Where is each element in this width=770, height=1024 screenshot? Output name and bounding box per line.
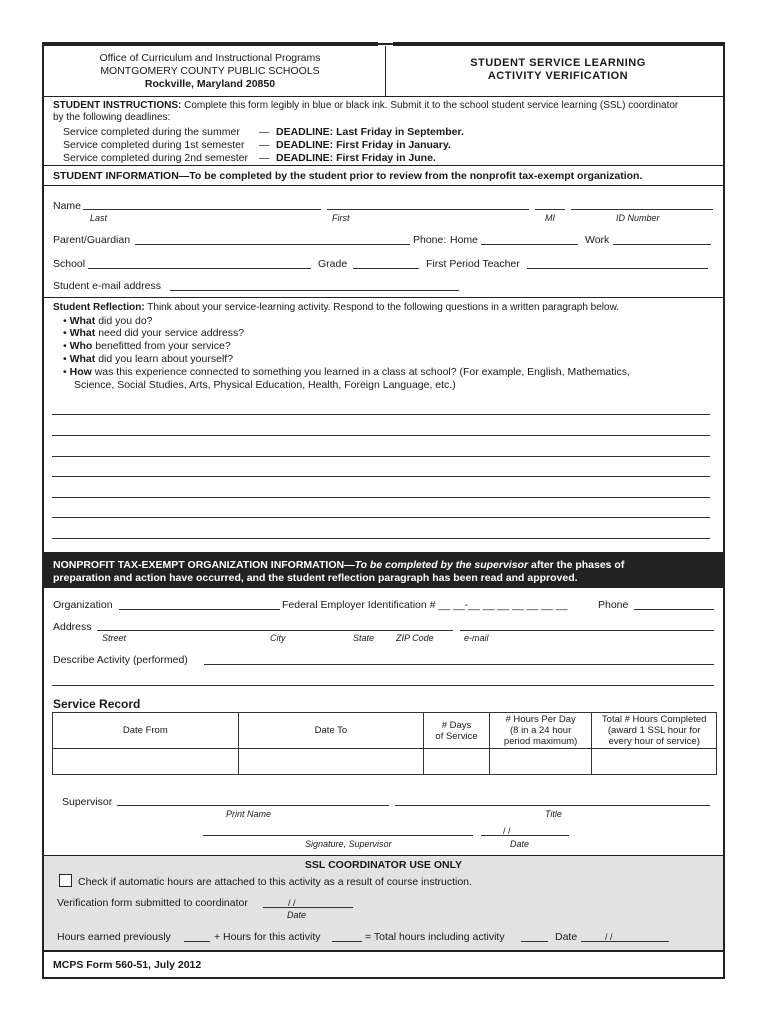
col-date-to: Date To [238, 713, 424, 749]
address-field[interactable] [97, 630, 453, 631]
id-number-field[interactable] [571, 209, 713, 210]
org-phone-field[interactable] [634, 609, 714, 610]
describe-field-2[interactable] [52, 685, 714, 686]
org-phone-label: Phone [598, 599, 629, 611]
email-field[interactable] [170, 290, 459, 291]
verification-date-field[interactable] [263, 907, 353, 908]
work-label: Work [585, 234, 610, 246]
verification-label: Verification form submitted to coordinator [57, 897, 248, 909]
reflection-line[interactable] [52, 435, 710, 436]
deadline-text: DEADLINE: Last Friday in September. [276, 126, 464, 138]
divider [44, 297, 723, 298]
deadline-period: Service completed during 1st semester [63, 139, 245, 151]
school-field[interactable] [88, 268, 311, 269]
deadline-dash: — [259, 126, 270, 138]
home-phone-field[interactable] [481, 244, 578, 245]
divider [44, 185, 723, 186]
district-address: Rockville, Maryland 20850 [144, 78, 276, 90]
date-to-cell[interactable] [238, 749, 424, 775]
reflection-bullet-cont: Science, Social Studies, Arts, Physical Education, Health, Foreign Language, etc.) [74, 379, 456, 391]
parent-label: Parent/Guardian [53, 234, 131, 246]
parent-field[interactable] [135, 244, 410, 245]
reflection-bullet: • How was this experience connected to something you learned in a class at school? (For example, English, Mathematics, [63, 366, 630, 378]
deadline-period: Service completed during 2nd semester [63, 152, 249, 164]
organization-field[interactable] [119, 609, 280, 610]
nonprofit-heading-line2: preparation and action have occurred, and the student reflection paragraph has been read and approved. [53, 572, 578, 584]
fein-label[interactable]: Federal Employer Identification # __ __-__ __ __ __ __ __ __ [282, 599, 568, 611]
signature-caption: Signature, Supervisor [305, 839, 392, 849]
col-date-from: Date From [53, 713, 239, 749]
first-caption: First [332, 213, 350, 223]
service-record-table [52, 712, 717, 775]
mi-caption: MI [545, 213, 555, 223]
form-number: MCPS Form 560-51, July 2012 [53, 959, 202, 971]
deadline-dash: — [259, 139, 270, 151]
deadline-text: DEADLINE: First Friday in January. [276, 139, 451, 151]
supervisor-title-field[interactable] [395, 805, 710, 806]
total-hours-cell[interactable] [592, 749, 717, 775]
header-divider [385, 46, 386, 96]
last-name-field[interactable] [83, 209, 321, 210]
signature-date-slashes: / / [503, 826, 511, 836]
total-hours-label: = Total hours including activity [365, 931, 505, 943]
col-total-hours: Total # Hours Completed (award 1 SSL hour for every hour of service) [592, 713, 717, 749]
header-rule-left [42, 42, 378, 46]
city-caption: City [270, 633, 286, 643]
describe-field[interactable] [204, 664, 714, 665]
student-info-heading: STUDENT INFORMATION—To be completed by the student prior to review from the nonprofit tax-exempt organization. [53, 170, 643, 182]
reflection-bullet: • What need did your service address? [63, 327, 245, 339]
signature-date-caption: Date [510, 839, 530, 849]
reflection-intro [53, 302, 619, 314]
work-phone-field[interactable] [613, 244, 711, 245]
reflection-bullet: • Who benefitted from your service? [63, 340, 231, 352]
verification-date-caption: Date [287, 910, 307, 920]
hours-activity-field[interactable] [332, 941, 362, 942]
zip-caption: ZIP Code [396, 633, 434, 643]
id-number-caption: ID Number [616, 213, 660, 223]
automatic-hours-checkbox[interactable] [59, 874, 72, 887]
signature-field[interactable] [203, 835, 473, 836]
service-record-title: Service Record [53, 697, 141, 711]
coordinator-date-label: Date [555, 931, 578, 943]
coordinator-heading: SSL COORDINATOR USE ONLY [304, 859, 463, 871]
last-caption: Last [90, 213, 108, 223]
school-label: School [53, 258, 86, 270]
street-caption: Street [102, 633, 127, 643]
divider [44, 96, 723, 97]
first-name-field[interactable] [327, 209, 529, 210]
name-label: Name [53, 200, 82, 212]
deadline-dash: — [259, 152, 270, 164]
mi-field[interactable] [535, 209, 565, 210]
org-email-field[interactable] [460, 630, 714, 631]
reflection-line[interactable] [52, 456, 710, 457]
phone-label: Phone: [413, 234, 447, 246]
reflection-line[interactable] [52, 414, 710, 415]
reflection-line[interactable] [52, 538, 710, 539]
hours-per-day-cell[interactable] [489, 749, 592, 775]
supervisor-name-field[interactable] [117, 805, 389, 806]
grade-field[interactable] [353, 268, 419, 269]
instructions-text: Complete this form legibly in blue or black ink. Submit it to the school student service learning (SSL) coordinator [184, 100, 679, 111]
email-caption: e-mail [464, 633, 489, 643]
verification-date-slashes: / / [288, 898, 296, 908]
date-from-cell[interactable] [53, 749, 239, 775]
form-title: STUDENT SERVICE LEARNING [470, 57, 646, 69]
instructions-line2: by the following deadlines: [53, 112, 171, 123]
office-name: Office of Curriculum and Instructional Programs [99, 52, 321, 64]
reflection-line[interactable] [52, 476, 710, 477]
nonprofit-heading: NONPROFIT TAX-EXEMPT ORGANIZATION INFORMATION—To be completed by the supervisor after the phases of [53, 559, 625, 571]
print-name-caption: Print Name [226, 809, 272, 819]
first-period-field[interactable] [527, 268, 708, 269]
form-subtitle: ACTIVITY VERIFICATION [487, 70, 629, 82]
reflection-bullet: • What did you do? [63, 315, 153, 327]
describe-label: Describe Activity (performed) [53, 654, 188, 666]
organization-label: Organization [53, 599, 113, 611]
supervisor-label: Supervisor [62, 796, 113, 808]
hours-activity-label: + Hours for this activity [214, 931, 321, 943]
district-name: MONTGOMERY COUNTY PUBLIC SCHOOLS [100, 65, 320, 77]
address-label: Address [53, 621, 92, 633]
days-cell[interactable] [424, 749, 490, 775]
col-days: # Days of Service [424, 713, 490, 749]
reflection-bullet: • What did you learn about yourself? [63, 353, 234, 365]
reflection-text: Think about your service-learning activity. Respond to the following questions in a written paragraph below. [147, 302, 620, 313]
home-label: Home [450, 234, 479, 246]
header-rule-right [393, 42, 725, 46]
signature-date-field[interactable] [481, 835, 569, 836]
instructions-lead: STUDENT INSTRUCTIONS: [53, 100, 182, 111]
reflection-line[interactable] [52, 497, 710, 498]
first-period-label: First Period Teacher [426, 258, 520, 270]
instructions-line1 [53, 100, 678, 112]
reflection-line[interactable] [52, 517, 710, 518]
email-label: Student e-mail address [53, 280, 161, 292]
hours-previous-label: Hours earned previously [57, 931, 171, 943]
total-hours-field[interactable] [521, 941, 548, 942]
automatic-hours-label: Check if automatic hours are attached to this activity as a result of course instruction. [78, 876, 472, 888]
title-caption: Title [545, 809, 562, 819]
coordinator-date-slashes: / / [605, 932, 613, 942]
divider [44, 855, 723, 856]
divider [44, 950, 723, 952]
reflection-lead: Student Reflection: [53, 302, 145, 313]
grade-label: Grade [318, 258, 348, 270]
col-hours-per-day: # Hours Per Day (8 in a 24 hour period maximum) [489, 713, 592, 749]
state-caption: State [353, 633, 375, 643]
divider [44, 165, 723, 166]
hours-previous-field[interactable] [184, 941, 210, 942]
deadline-period: Service completed during the summer [63, 126, 240, 138]
coordinator-date-field[interactable] [581, 941, 669, 942]
deadline-text: DEADLINE: First Friday in June. [276, 152, 436, 164]
